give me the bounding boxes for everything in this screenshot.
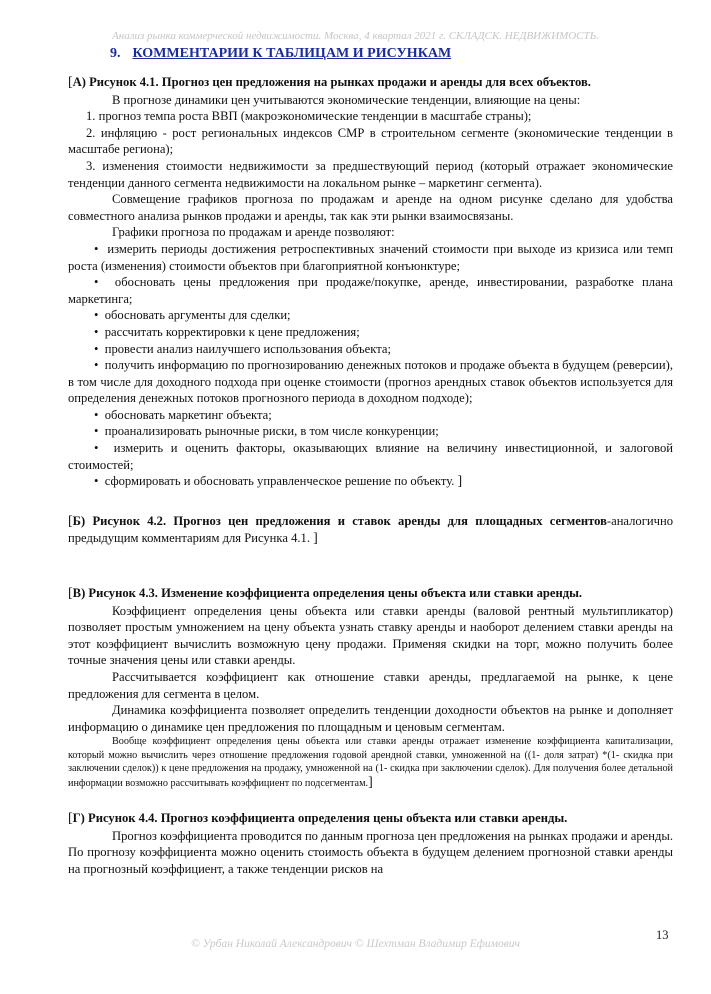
section-title-text: КОММЕНТАРИИ К ТАБЛИЦАМ И РИСУНКАМ [132, 46, 452, 61]
paragraph: Графики прогноза по продажам и аренде позволяют: [112, 225, 395, 240]
paragraph: Коэффициент определения цены объекта или ставки аренды (валовой рентный мультипликатор) позволяет простым умножением на цену объекта узнать ставку аренды и наоборот делением ставки аренды на этот коэффициент вычислить возможную цену продажи. Применяя скидки на торг, можно получить более точные значения цены или ставки аренды. [68, 603, 673, 668]
heading-a: [А) Рисунок 4.1. Прогноз цен предложения на рынках продажи и аренды для всех объектов. [68, 75, 591, 90]
bullet-item: • сформировать и обосновать управленческое решение по объекту. ] [94, 474, 463, 490]
paragraph: Совмещение графиков прогноза по продажам и аренде на одном рисунке сделано для удобства совместного анализа рынков продажи и аренды, так как эти рынки взаимосвязаны. [68, 192, 673, 223]
heading-c: [В) Рисунок 4.3. Изменение коэффициента определения цены объекта или ставки аренды. [68, 586, 583, 602]
heading-d: [Г) Рисунок 4.4. Прогноз коэффициента определения цены объекта или ставки аренды. [68, 811, 568, 826]
document-body [68, 74, 673, 877]
bullet-item: • получить информацию по прогнозированию денежных потоков и продаже объекта в будущем (реверсии), в том числе для доходного подхода при оценке стоимости (прогноз арендных ставок объектов используется для определения денежных потоков прогнозного периода в доходном подходе); [68, 358, 673, 406]
list-item: 2. инфляцию - рост региональных индексов СМР в строительном сегменте (экономические тенденции в масштабе региона); [68, 125, 673, 157]
bullet-item: • измерить периоды достижения ретроспективных значений стоимости при выходе из кризиса или темп роста (изменения) стоимости объектов при благоприятной конъюнктуре; [68, 241, 673, 273]
running-header: Анализ рынка коммерческой недвижимости. Москва, 4 квартал 2021 г. СКЛАДСК. НЕДВИЖИМОСТЬ. [112, 30, 599, 42]
paragraph: Динамика коэффициента позволяет определить тенденции доходности объектов на рынке и дополняет информацию о динамике цен предложения по площадным и ценовым сегментам. [68, 703, 673, 734]
bullet-item: • измерить и оценить факторы, оказывающих влияние на величину инвестиционной, и залоговой стоимостей; [68, 441, 673, 472]
paragraph: Рассчитывается коэффициент как отношение ставки аренды, предлагаемой на рынке, к цене предложения для сегмента в целом. [68, 670, 673, 701]
bullet-item: • проанализировать рыночные риски, в том числе конкуренции; [94, 424, 439, 439]
bullet-item: • обосновать аргументы для сделки; [94, 308, 291, 323]
section-number: 9. [110, 46, 121, 61]
bullet-item: • обосновать цены предложения при продаже/покупке, аренде, инвестировании, разработке плана маркетинга; [68, 275, 673, 306]
paragraph: В прогнозе динамики цен учитываются экономические тенденции, влияющие на цены: [112, 92, 581, 107]
list-item: 1. прогноз темпа роста ВВП (макроэкономические тенденции в масштабе страны); [86, 109, 532, 124]
page-number: 13 [656, 928, 669, 942]
section-title [110, 46, 451, 62]
heading-b: [Б) Рисунок 4.2. Прогноз цен предложения и ставок аренды для площадных сегментов-аналогично предыдущим комментариям для Рисунка 4.1. ] [68, 513, 673, 547]
paragraph-small: Вообще коэффициент определения цены объекта или ставки аренды отражает изменение коэффициента капитализации, который можно вычислить через отношение предложения годовой арендной ставки, умноженной на ((1- доля затрат) *(1- скидка при заключении сделок)) к цене предложения на продажу, умноженной на (1- скидка при заключении сделок). Для получения более детальной информации возможно рассчитывать коэффициент по подсегментам.] [68, 736, 673, 790]
running-footer: © Урбан Николай Александрович © Шехтман Владимир Ефимович [191, 938, 520, 950]
bullet-item: • обосновать маркетинг объекта; [94, 407, 272, 422]
list-item: 3. изменения стоимости недвижимости за предшествующий период (который отражает экономические тенденции данного сегмента недвижимости на локальном рынке – маркетинг сегмента). [68, 158, 673, 190]
paragraph: Прогноз коэффициента проводится по данным прогноза цен предложения на рынках продажи и аренды. По прогнозу коэффициента можно оценить стоимость объекта в будущем делением прогнозной ставки аренды на прогнозный коэффициент, а также тенденции рисков на [68, 828, 673, 876]
bullet-item: • рассчитать корректировки к цене предложения; [94, 324, 360, 339]
bullet-item: • провести анализ наилучшего использования объекта; [94, 341, 391, 356]
